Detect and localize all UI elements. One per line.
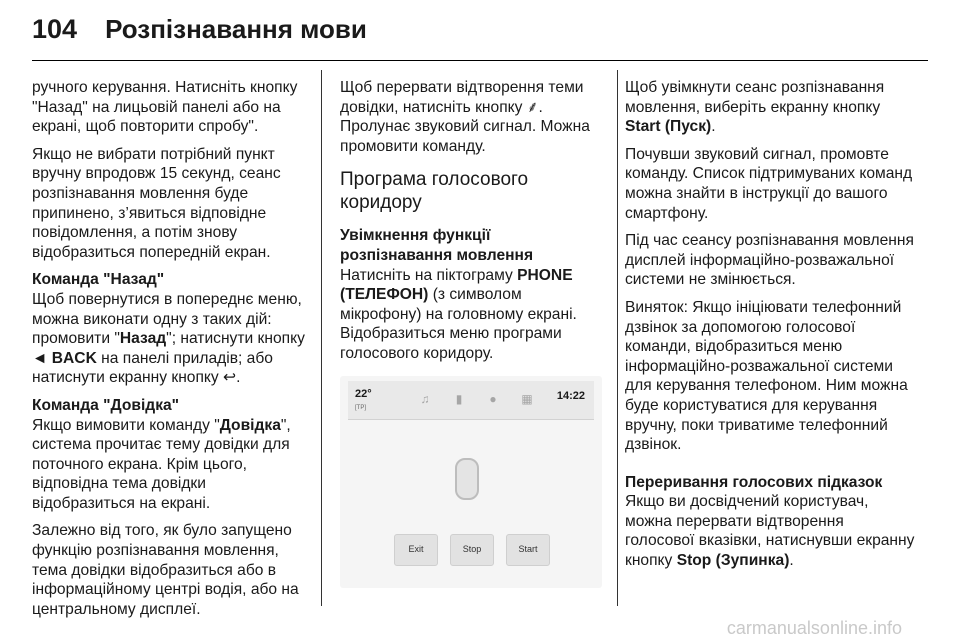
text: .: [789, 552, 794, 570]
text: Якщо вимовити команду ": [32, 416, 220, 434]
column-1: [32, 78, 312, 627]
text: Натисніть на піктограму: [340, 266, 518, 284]
bold-text: Назад: [119, 330, 167, 348]
bold-text: Start (Пуск): [625, 118, 712, 136]
status-bar: [348, 381, 594, 420]
paragraph-help: [32, 416, 312, 514]
paragraph: Якщо не вибрати потрібний пункт вручну впродовж 15 секунд, сеанс розпізнавання мовлення буде припинено, з’явиться відповідне повідомлення, а потім знову відобразиться попередній екран.: [32, 145, 281, 261]
paragraph-start: [625, 78, 915, 137]
exit-button: Exit: [394, 534, 438, 566]
clock: 14:22: [556, 389, 585, 402]
record-icon: ●: [489, 391, 497, 406]
bold-text: Stop (Зупинка): [676, 552, 790, 570]
text: Щоб повернутися в попереднє меню, можна виконати одну з таких дій: промовити ": [32, 290, 302, 348]
paragraph: ручного керування. Натисніть кнопку "Назад" на лицьовій панелі або на екрані, щоб повторити спробу".: [32, 79, 298, 136]
page-number: 104: [32, 14, 78, 44]
paragraph: Під час сеансу розпізнавання мовлення дисплей інформаційно-розважальної системи не змінюється.: [625, 232, 914, 289]
display-screenshot: [340, 376, 602, 588]
paragraph: Залежно від того, як було запущено функцію розпізнавання мовлення, тема довідки відобразиться або в інформаційному центрі водія, або на центральному дисплеї.: [32, 522, 299, 618]
bold-text: Довідка: [219, 416, 281, 434]
paragraph: Почувши звуковий сигнал, промовте команду. Список підтримуваних команд можна знайти в інструкції до вашого смартфону.: [625, 145, 913, 222]
text: "; натиснути кнопку ◄: [32, 330, 305, 367]
temperature: 22°: [355, 387, 372, 400]
header-divider: [32, 60, 928, 61]
paragraph-back: [32, 290, 312, 388]
paragraph-stop: [625, 492, 915, 570]
music-icon: ♫: [420, 391, 430, 406]
text: Щоб увімкнути сеанс розпізнавання мовлення, виберіть екранну кнопку: [625, 79, 885, 116]
text: .: [711, 118, 716, 136]
stop-button: Stop: [450, 534, 494, 566]
bold-text: BACK: [51, 349, 97, 367]
paragraph: Виняток: Якщо ініціювати телефонний дзвінок за допомогою голосової команди, відобразиться меню інформаційно-розважальної системи для керування телефоном. Ним можна буде користуватися для керування вручну, поки триватиме телефонний дзвінок.: [625, 298, 908, 454]
page-title: Розпізнавання мови: [105, 14, 367, 44]
microphone-icon: [455, 458, 479, 500]
column-3: [625, 78, 915, 579]
text: (з символом мікрофону) на головному екрані. Відобразиться меню програми голосового коридору.: [340, 286, 577, 362]
tp-indicator: [TP]: [355, 404, 367, 411]
page-header: [32, 14, 367, 54]
subsection-heading: Увімкнення функції розпізнавання мовлення: [340, 227, 534, 264]
paragraph: Щоб перервати відтворення теми довідки, натисніть кнопку ⸙. Пролунає звуковий сигнал. Можна промовити команду.: [340, 79, 590, 155]
heading-back-command: Команда "Назад": [32, 271, 165, 289]
text: Якщо ви досвідчений користувач, можна перервати відтворення голосової вказівки, натиснувши екранну кнопку: [625, 493, 915, 570]
text: на панелі приладів; або натиснути екранну кнопку ↩.: [32, 349, 273, 387]
column-divider-1: [321, 70, 322, 606]
heading-interrupt: Переривання голосових підказок: [625, 473, 883, 491]
column-divider-2: [617, 70, 618, 606]
start-button: Start: [506, 534, 550, 566]
phone-icon: ▮: [455, 391, 463, 406]
watermark: carmanualsonline.info: [726, 618, 902, 638]
bold-text: PHONE (ТЕЛЕФОН): [340, 266, 573, 304]
paragraph-phone: [340, 266, 602, 364]
text: ", система прочитає тему довідки для поточного екрана. Крім цього, відповідна тема довідки відобразиться на екрані.: [32, 416, 291, 512]
heading-help-command: Команда "Довідка": [32, 396, 180, 414]
section-heading: Програма голосового коридору: [340, 169, 529, 214]
app-icon: ▦: [521, 391, 533, 406]
column-2: [340, 78, 602, 588]
